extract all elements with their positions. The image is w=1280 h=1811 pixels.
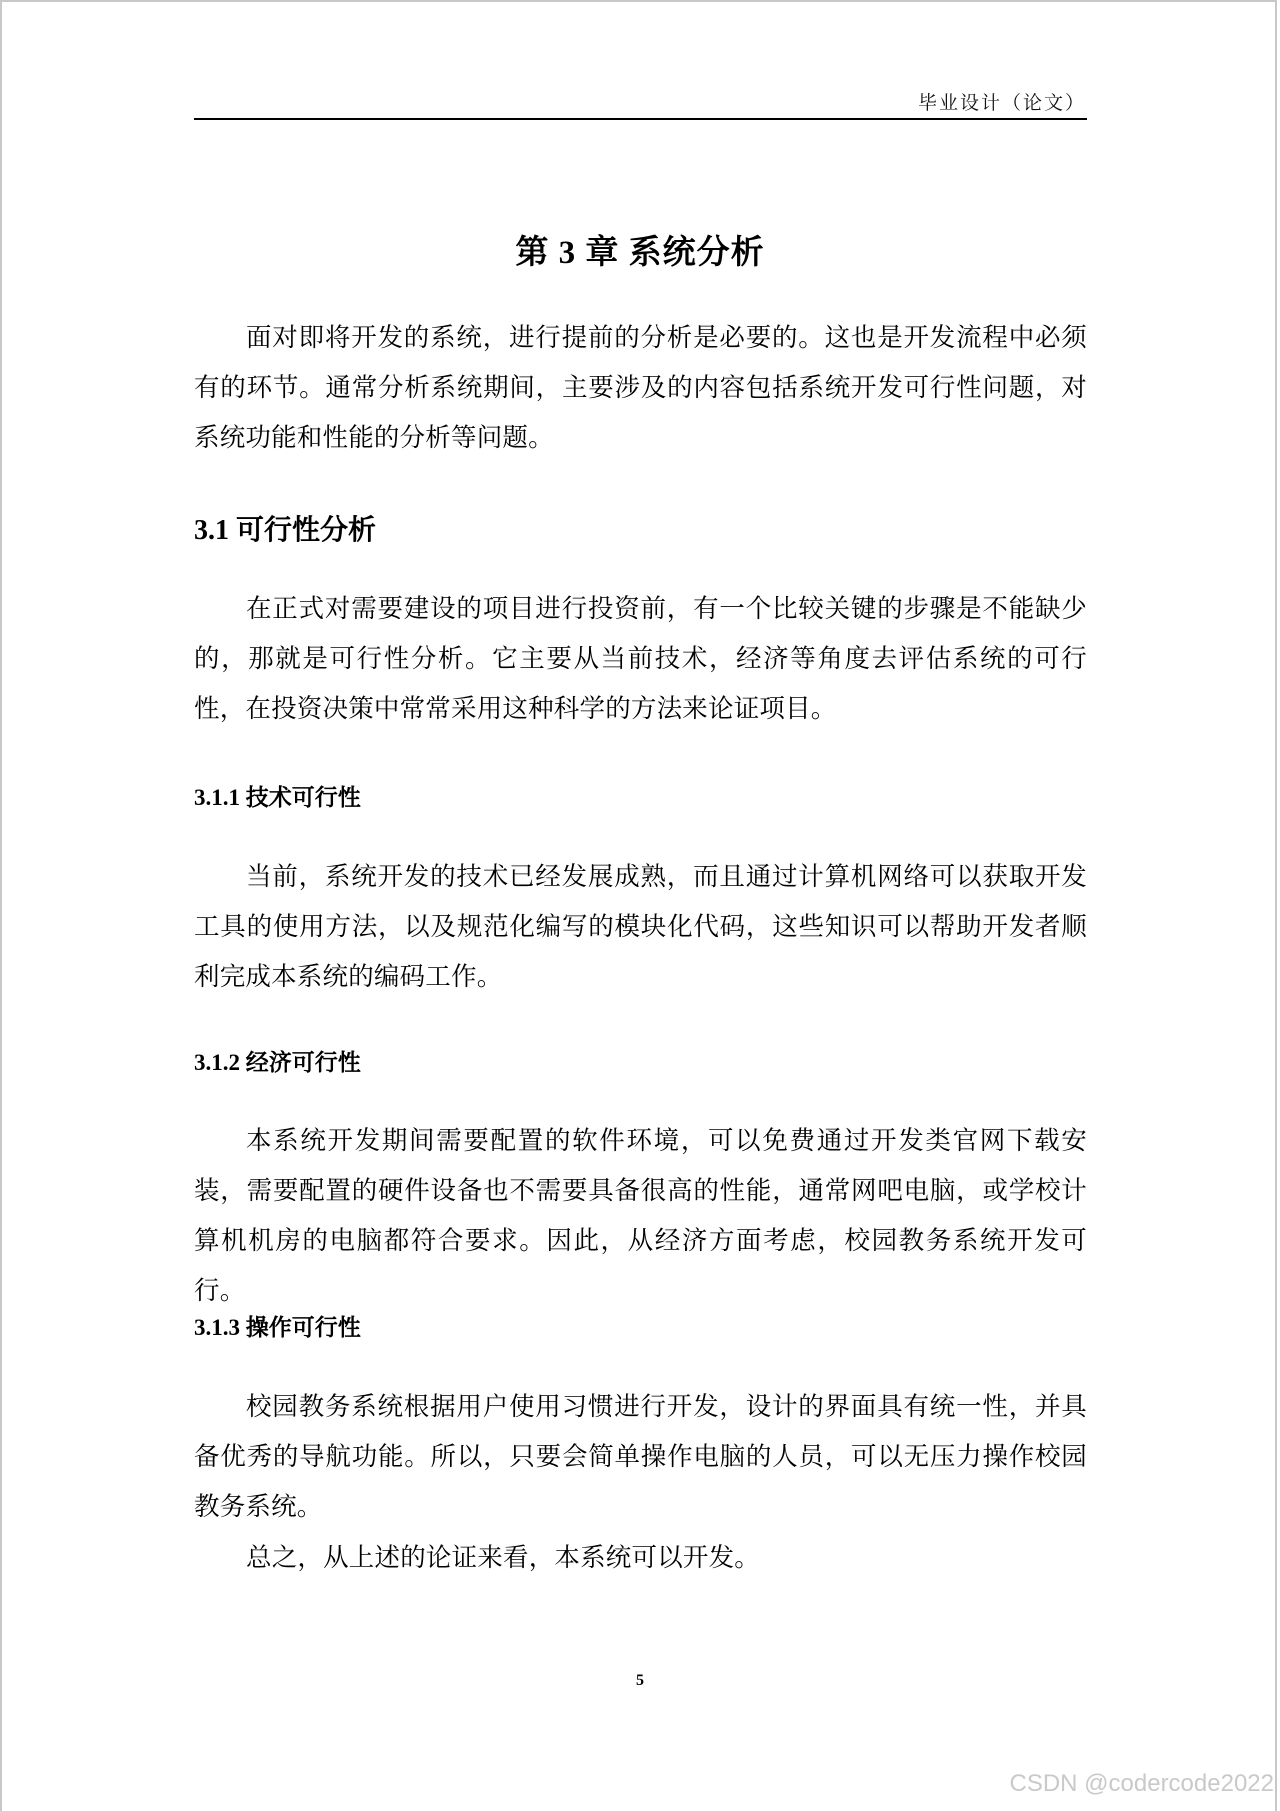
section-3-1-paragraph: 在正式对需要建设的项目进行投资前，有一个比较关键的步骤是不能缺少的，那就是可行性分析。它主要从当前技术，经济等角度去评估系统的可行性，在投资决策中常常采用这种科学的方法来论证项目。 [194,594,1087,723]
header-divider [194,118,1087,120]
section-3-1-1-paragraph: 当前，系统开发的技术已经发展成熟，而且通过计算机网络可以获取开发工具的使用方法，以及规范化编写的模块化代码，这些知识可以帮助开发者顺利完成本系统的编码工作。 [194,862,1087,991]
section-heading-3-1: 3.1 可行性分析 [194,515,377,546]
watermark: CSDN @codercode2022 [1009,1770,1274,1797]
section-heading-3-1-3: 3.1.3 操作可行性 [194,1315,361,1340]
section-heading-3-1-1: 3.1.1 技术可行性 [194,785,361,810]
chapter-title: 第 3 章 系统分析 [515,235,765,271]
section-heading-3-1-2: 3.1.2 经济可行性 [194,1050,361,1075]
section-3-1-3-paragraph: 校园教务系统根据用户使用习惯进行开发，设计的界面具有统一性，并具备优秀的导航功能。所以，只要会简单操作电脑的人员，可以无压力操作校园教务系统。 [194,1392,1087,1521]
section-3-1-2-paragraph: 本系统开发期间需要配置的软件环境，可以免费通过开发类官网下载安装，需要配置的硬件设备也不需要具备很高的性能，通常网吧电脑，或学校计算机机房的电脑都符合要求。因此，从经济方面考虑，校园教务系统开发可行。 [194,1126,1087,1305]
page-number: 5 [636,1672,644,1689]
intro-paragraph: 面对即将开发的系统，进行提前的分析是必要的。这也是开发流程中必须有的环节。通常分析系统期间，主要涉及的内容包括系统开发可行性问题，对系统功能和性能的分析等问题。 [194,323,1087,452]
conclusion-paragraph: 总之，从上述的论证来看，本系统可以开发。 [246,1543,761,1572]
running-header: 毕业设计（论文） [917,93,1086,114]
